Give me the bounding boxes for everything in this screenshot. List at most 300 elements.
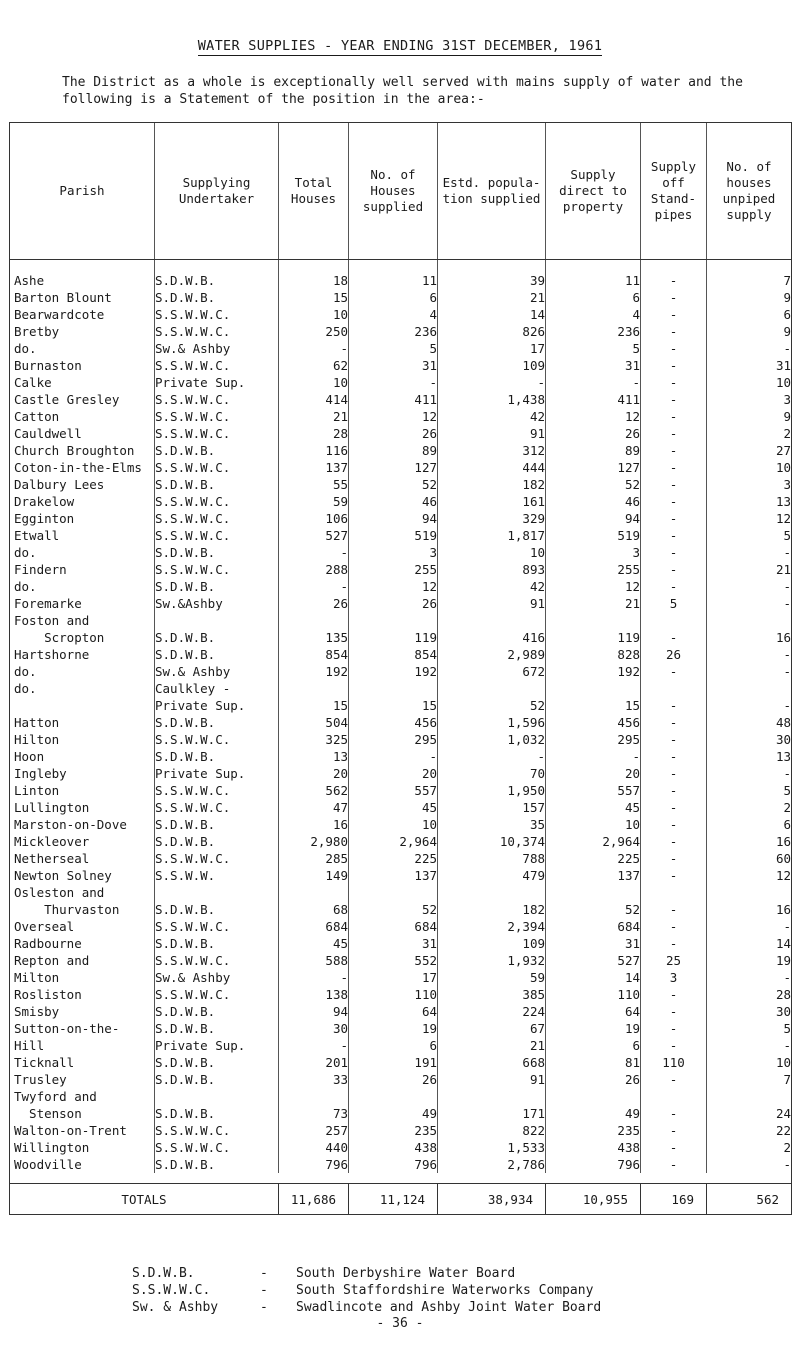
- cell-undertaker: S.S.W.W.C.: [155, 510, 279, 527]
- cell-unpiped: 19: [707, 952, 792, 969]
- cell-standpipes: -: [641, 833, 707, 850]
- cell-undertaker: S.D.W.B.: [155, 1156, 279, 1173]
- cell-houses-supplied: 2,964: [349, 833, 438, 850]
- cell-parish: Walton-on-Trent: [10, 1122, 155, 1139]
- water-supply-table: [9, 122, 792, 1215]
- cell-parish: [10, 697, 155, 714]
- cell-supply-direct: 31: [546, 357, 641, 374]
- cell-parish: do.: [10, 544, 155, 561]
- cell-unpiped: 28: [707, 986, 792, 1003]
- table-row: [10, 833, 792, 850]
- cell-parish: Scropton: [10, 629, 155, 646]
- cell-houses-supplied: 796: [349, 1156, 438, 1173]
- cell-population: 67: [438, 1020, 546, 1037]
- cell-unpiped: 10: [707, 374, 792, 391]
- cell-supply-direct: 20: [546, 765, 641, 782]
- cell-supply-direct: 49: [546, 1105, 641, 1122]
- cell-standpipes: -: [641, 260, 707, 290]
- cell-population: 1,817: [438, 527, 546, 544]
- cell-houses-supplied: 557: [349, 782, 438, 799]
- cell-supply-direct: 411: [546, 391, 641, 408]
- table-row: [10, 629, 792, 646]
- cell-houses-supplied: 94: [349, 510, 438, 527]
- cell-standpipes: 3: [641, 969, 707, 986]
- cell-supply-direct: 52: [546, 476, 641, 493]
- cell-parish: Thurvaston: [10, 901, 155, 918]
- cell-houses-supplied: -: [349, 748, 438, 765]
- cell-unpiped: 2: [707, 799, 792, 816]
- cell-standpipes: -: [641, 663, 707, 680]
- cell-undertaker: Private Sup.: [155, 765, 279, 782]
- cell-unpiped: 16: [707, 629, 792, 646]
- cell-unpiped: 14: [707, 935, 792, 952]
- cell-standpipes: -: [641, 408, 707, 425]
- cell-parish: Burnaston: [10, 357, 155, 374]
- cell-unpiped: 3: [707, 476, 792, 493]
- cell-parish: Catton: [10, 408, 155, 425]
- cell-standpipes: -: [641, 1037, 707, 1054]
- cell-undertaker: S.D.W.B.: [155, 476, 279, 493]
- cell-supply-direct: 828: [546, 646, 641, 663]
- cell-supply-direct: 127: [546, 459, 641, 476]
- cell-houses-supplied: 31: [349, 357, 438, 374]
- cell-parish: do.: [10, 578, 155, 595]
- cell-population: 668: [438, 1054, 546, 1071]
- cell-population: 39: [438, 260, 546, 290]
- header-supply-direct: Supply direct to property: [546, 123, 641, 260]
- cell-parish: Smisby: [10, 1003, 155, 1020]
- cell-standpipes: -: [641, 391, 707, 408]
- cell-standpipes: -: [641, 1139, 707, 1156]
- cell-total-houses: 504: [279, 714, 349, 731]
- cell-unpiped: 10: [707, 459, 792, 476]
- cell-total-houses: -: [279, 578, 349, 595]
- cell-undertaker: S.D.W.B.: [155, 544, 279, 561]
- cell-houses-supplied: 64: [349, 1003, 438, 1020]
- totals-houses-supplied: 11,124: [349, 1184, 438, 1215]
- cell-population: 1,596: [438, 714, 546, 731]
- table-row: [10, 935, 792, 952]
- cell-total-houses: 73: [279, 1105, 349, 1122]
- table-row: [10, 510, 792, 527]
- cell-population: 788: [438, 850, 546, 867]
- cell-supply-direct: 11: [546, 260, 641, 290]
- cell-population: 91: [438, 425, 546, 442]
- cell-undertaker: Private Sup.: [155, 697, 279, 714]
- cell-undertaker: S.D.W.B.: [155, 714, 279, 731]
- table-row: [10, 391, 792, 408]
- table-row: [10, 459, 792, 476]
- cell-supply-direct: 137: [546, 867, 641, 884]
- cell-total-houses: 149: [279, 867, 349, 884]
- table-row: [10, 1003, 792, 1020]
- cell-unpiped: -: [707, 646, 792, 663]
- cell-total-houses: 250: [279, 323, 349, 340]
- cell-parish: Drakelow: [10, 493, 155, 510]
- cell-standpipes: [641, 680, 707, 697]
- legend-abbr: S.D.W.B.: [132, 1266, 195, 1281]
- table-row: [10, 663, 792, 680]
- cell-houses-supplied: 6: [349, 1037, 438, 1054]
- cell-unpiped: 6: [707, 816, 792, 833]
- cell-houses-supplied: 456: [349, 714, 438, 731]
- cell-total-houses: 285: [279, 850, 349, 867]
- cell-total-houses: 45: [279, 935, 349, 952]
- cell-parish: Marston-on-Dove: [10, 816, 155, 833]
- cell-undertaker: S.D.W.B.: [155, 935, 279, 952]
- cell-standpipes: -: [641, 731, 707, 748]
- cell-population: 312: [438, 442, 546, 459]
- cell-houses-supplied: 110: [349, 986, 438, 1003]
- table-row: [10, 595, 792, 612]
- cell-standpipes: -: [641, 493, 707, 510]
- cell-parish: Twyford and: [10, 1088, 155, 1105]
- cell-houses-supplied: 26: [349, 1071, 438, 1088]
- cell-supply-direct: 225: [546, 850, 641, 867]
- table-row: [10, 1122, 792, 1139]
- cell-houses-supplied: 684: [349, 918, 438, 935]
- cell-unpiped: 27: [707, 442, 792, 459]
- cell-parish: Milton: [10, 969, 155, 986]
- cell-supply-direct: 12: [546, 408, 641, 425]
- cell-supply-direct: 64: [546, 1003, 641, 1020]
- cell-standpipes: -: [641, 901, 707, 918]
- cell-population: 182: [438, 476, 546, 493]
- cell-total-houses: 20: [279, 765, 349, 782]
- cell-houses-supplied: 11: [349, 260, 438, 290]
- cell-population: 91: [438, 595, 546, 612]
- cell-supply-direct: 5: [546, 340, 641, 357]
- cell-population: 1,438: [438, 391, 546, 408]
- cell-total-houses: 138: [279, 986, 349, 1003]
- cell-houses-supplied: 552: [349, 952, 438, 969]
- header-population: Estd. popula-tion supplied: [438, 123, 546, 260]
- legend-dash: -: [260, 1266, 268, 1281]
- cell-unpiped: -: [707, 578, 792, 595]
- cell-supply-direct: 796: [546, 1156, 641, 1173]
- cell-unpiped: -: [707, 765, 792, 782]
- cell-standpipes: -: [641, 782, 707, 799]
- cell-standpipes: -: [641, 867, 707, 884]
- cell-unpiped: 5: [707, 782, 792, 799]
- table-row: [10, 527, 792, 544]
- legend-meaning: South Derbyshire Water Board: [296, 1266, 516, 1281]
- legend-meaning: South Staffordshire Waterworks Company: [296, 1283, 594, 1298]
- cell-supply-direct: 12: [546, 578, 641, 595]
- cell-houses-supplied: 4: [349, 306, 438, 323]
- table-row: [10, 561, 792, 578]
- cell-undertaker: S.S.W.W.: [155, 867, 279, 884]
- table-row: [10, 1071, 792, 1088]
- cell-parish: Calke: [10, 374, 155, 391]
- table-body: [10, 260, 792, 1174]
- cell-total-houses: 30: [279, 1020, 349, 1037]
- totals-total-houses: 11,686: [279, 1184, 349, 1215]
- legend-item: [132, 1299, 601, 1316]
- cell-houses-supplied: [349, 1088, 438, 1105]
- table-row: [10, 918, 792, 935]
- cell-undertaker: S.S.W.W.C.: [155, 918, 279, 935]
- cell-supply-direct: 89: [546, 442, 641, 459]
- cell-supply-direct: 15: [546, 697, 641, 714]
- intro-paragraph: The District as a whole is exceptionally well served with mains supply of water and the following is a Statement of the position in the area:-: [62, 75, 743, 107]
- cell-supply-direct: 6: [546, 289, 641, 306]
- cell-supply-direct: 255: [546, 561, 641, 578]
- cell-total-houses: 18: [279, 260, 349, 290]
- table-row: [10, 884, 792, 901]
- cell-unpiped: [707, 884, 792, 901]
- cell-total-houses: 28: [279, 425, 349, 442]
- cell-undertaker: Sw.& Ashby: [155, 663, 279, 680]
- cell-houses-supplied: [349, 612, 438, 629]
- header-parish: Parish: [10, 123, 155, 260]
- cell-total-houses: 854: [279, 646, 349, 663]
- cell-houses-supplied: 3: [349, 544, 438, 561]
- cell-houses-supplied: 26: [349, 595, 438, 612]
- cell-parish: Ashe: [10, 260, 155, 290]
- cell-population: 91: [438, 1071, 546, 1088]
- cell-unpiped: [707, 680, 792, 697]
- cell-standpipes: [641, 884, 707, 901]
- cell-parish: Church Broughton: [10, 442, 155, 459]
- cell-population: 2,786: [438, 1156, 546, 1173]
- table-row: [10, 714, 792, 731]
- cell-undertaker: S.D.W.B.: [155, 901, 279, 918]
- cell-unpiped: 21: [707, 561, 792, 578]
- header-total-houses: Total Houses: [279, 123, 349, 260]
- cell-unpiped: -: [707, 663, 792, 680]
- cell-unpiped: 7: [707, 1071, 792, 1088]
- cell-parish: Hatton: [10, 714, 155, 731]
- totals-standpipes: 169: [641, 1184, 707, 1215]
- cell-undertaker: S.D.W.B.: [155, 646, 279, 663]
- cell-total-houses: 106: [279, 510, 349, 527]
- cell-houses-supplied: 26: [349, 425, 438, 442]
- cell-total-houses: -: [279, 1037, 349, 1054]
- cell-population: 10,374: [438, 833, 546, 850]
- cell-total-houses: 33: [279, 1071, 349, 1088]
- cell-population: [438, 884, 546, 901]
- cell-population: 1,932: [438, 952, 546, 969]
- cell-population: 182: [438, 901, 546, 918]
- cell-parish: Rosliston: [10, 986, 155, 1003]
- cell-unpiped: [707, 612, 792, 629]
- table-row: [10, 646, 792, 663]
- cell-standpipes: -: [641, 306, 707, 323]
- cell-parish: Bearwardcote: [10, 306, 155, 323]
- cell-total-houses: 414: [279, 391, 349, 408]
- cell-unpiped: -: [707, 697, 792, 714]
- cell-unpiped: [707, 1088, 792, 1105]
- cell-unpiped: 12: [707, 510, 792, 527]
- header-undertaker: Supplying Undertaker: [155, 123, 279, 260]
- cell-undertaker: S.S.W.W.C.: [155, 527, 279, 544]
- cell-unpiped: 9: [707, 323, 792, 340]
- table-row: [10, 408, 792, 425]
- cell-houses-supplied: 46: [349, 493, 438, 510]
- cell-total-houses: 796: [279, 1156, 349, 1173]
- cell-unpiped: 5: [707, 1020, 792, 1037]
- table-row: [10, 969, 792, 986]
- cell-undertaker: S.S.W.W.C.: [155, 425, 279, 442]
- cell-houses-supplied: 255: [349, 561, 438, 578]
- cell-undertaker: [155, 612, 279, 629]
- cell-standpipes: 26: [641, 646, 707, 663]
- cell-population: 161: [438, 493, 546, 510]
- table-row: [10, 306, 792, 323]
- cell-undertaker: S.D.W.B.: [155, 1054, 279, 1071]
- table-row: [10, 1020, 792, 1037]
- cell-undertaker: [155, 884, 279, 901]
- cell-parish: Egginton: [10, 510, 155, 527]
- cell-houses-supplied: 127: [349, 459, 438, 476]
- cell-houses-supplied: 52: [349, 901, 438, 918]
- cell-standpipes: -: [641, 578, 707, 595]
- cell-parish: Radbourne: [10, 935, 155, 952]
- table-row: [10, 493, 792, 510]
- cell-unpiped: -: [707, 1037, 792, 1054]
- cell-undertaker: Caulkley -: [155, 680, 279, 697]
- cell-unpiped: -: [707, 595, 792, 612]
- cell-population: 1,533: [438, 1139, 546, 1156]
- cell-population: 42: [438, 408, 546, 425]
- table-row: [10, 748, 792, 765]
- cell-unpiped: 24: [707, 1105, 792, 1122]
- cell-standpipes: -: [641, 850, 707, 867]
- cell-supply-direct: 4: [546, 306, 641, 323]
- cell-supply-direct: 6: [546, 1037, 641, 1054]
- table-row: [10, 816, 792, 833]
- cell-standpipes: -: [641, 986, 707, 1003]
- cell-population: [438, 612, 546, 629]
- cell-supply-direct: [546, 1088, 641, 1105]
- cell-supply-direct: 52: [546, 901, 641, 918]
- table-spacer: [10, 1173, 792, 1184]
- cell-undertaker: S.D.W.B.: [155, 1003, 279, 1020]
- legend-dash: -: [260, 1283, 268, 1298]
- table-row: [10, 1037, 792, 1054]
- cell-undertaker: S.S.W.W.C.: [155, 952, 279, 969]
- cell-standpipes: [641, 1088, 707, 1105]
- cell-supply-direct: 235: [546, 1122, 641, 1139]
- cell-houses-supplied: 10: [349, 816, 438, 833]
- cell-total-houses: 55: [279, 476, 349, 493]
- cell-houses-supplied: 15: [349, 697, 438, 714]
- table-row: [10, 323, 792, 340]
- cell-total-houses: 288: [279, 561, 349, 578]
- cell-undertaker: S.D.W.B.: [155, 1020, 279, 1037]
- cell-total-houses: 94: [279, 1003, 349, 1020]
- cell-supply-direct: 527: [546, 952, 641, 969]
- cell-population: 157: [438, 799, 546, 816]
- cell-standpipes: -: [641, 714, 707, 731]
- cell-population: 2,394: [438, 918, 546, 935]
- cell-population: 109: [438, 357, 546, 374]
- cell-standpipes: -: [641, 935, 707, 952]
- cell-supply-direct: 438: [546, 1139, 641, 1156]
- cell-total-houses: 562: [279, 782, 349, 799]
- cell-undertaker: S.S.W.W.C.: [155, 799, 279, 816]
- cell-population: 42: [438, 578, 546, 595]
- cell-unpiped: 30: [707, 731, 792, 748]
- cell-standpipes: 25: [641, 952, 707, 969]
- cell-undertaker: Private Sup.: [155, 374, 279, 391]
- cell-population: 10: [438, 544, 546, 561]
- cell-undertaker: S.S.W.W.C.: [155, 561, 279, 578]
- cell-undertaker: S.S.W.W.C.: [155, 1139, 279, 1156]
- cell-total-houses: 192: [279, 663, 349, 680]
- cell-unpiped: 9: [707, 289, 792, 306]
- cell-undertaker: S.D.W.B.: [155, 442, 279, 459]
- cell-undertaker: S.D.W.B.: [155, 1071, 279, 1088]
- cell-standpipes: -: [641, 1003, 707, 1020]
- cell-supply-direct: 295: [546, 731, 641, 748]
- cell-standpipes: -: [641, 816, 707, 833]
- cell-houses-supplied: 52: [349, 476, 438, 493]
- legend-meaning: Swadlincote and Ashby Joint Water Board: [296, 1300, 602, 1315]
- cell-unpiped: 31: [707, 357, 792, 374]
- cell-parish: Ingleby: [10, 765, 155, 782]
- cell-standpipes: -: [641, 425, 707, 442]
- cell-supply-direct: [546, 612, 641, 629]
- page-title: [0, 38, 800, 54]
- cell-population: 416: [438, 629, 546, 646]
- cell-supply-direct: 19: [546, 1020, 641, 1037]
- cell-total-houses: -: [279, 969, 349, 986]
- cell-parish: Ticknall: [10, 1054, 155, 1071]
- cell-total-houses: 15: [279, 697, 349, 714]
- cell-population: 444: [438, 459, 546, 476]
- cell-total-houses: 116: [279, 442, 349, 459]
- table-row: [10, 260, 792, 290]
- cell-supply-direct: 119: [546, 629, 641, 646]
- table-row: [10, 578, 792, 595]
- cell-parish: Trusley: [10, 1071, 155, 1088]
- cell-houses-supplied: 45: [349, 799, 438, 816]
- cell-supply-direct: 192: [546, 663, 641, 680]
- cell-supply-direct: 110: [546, 986, 641, 1003]
- cell-unpiped: -: [707, 918, 792, 935]
- cell-undertaker: S.S.W.W.C.: [155, 493, 279, 510]
- table-row: [10, 476, 792, 493]
- cell-total-houses: -: [279, 340, 349, 357]
- cell-unpiped: 3: [707, 391, 792, 408]
- cell-supply-direct: [546, 680, 641, 697]
- cell-population: 14: [438, 306, 546, 323]
- cell-unpiped: 30: [707, 1003, 792, 1020]
- cell-unpiped: 13: [707, 748, 792, 765]
- cell-total-houses: 2,980: [279, 833, 349, 850]
- cell-unpiped: -: [707, 969, 792, 986]
- cell-houses-supplied: 12: [349, 408, 438, 425]
- totals-unpiped: 562: [707, 1184, 792, 1215]
- cell-population: 35: [438, 816, 546, 833]
- cell-population: [438, 680, 546, 697]
- cell-parish: Willington: [10, 1139, 155, 1156]
- cell-population: 826: [438, 323, 546, 340]
- cell-houses-supplied: -: [349, 374, 438, 391]
- table-row: [10, 1054, 792, 1071]
- cell-houses-supplied: 31: [349, 935, 438, 952]
- cell-total-houses: 588: [279, 952, 349, 969]
- cell-standpipes: -: [641, 1071, 707, 1088]
- cell-houses-supplied: 49: [349, 1105, 438, 1122]
- totals-supply-direct: 10,955: [546, 1184, 641, 1215]
- cell-standpipes: -: [641, 544, 707, 561]
- cell-houses-supplied: 89: [349, 442, 438, 459]
- cell-houses-supplied: 854: [349, 646, 438, 663]
- cell-population: 822: [438, 1122, 546, 1139]
